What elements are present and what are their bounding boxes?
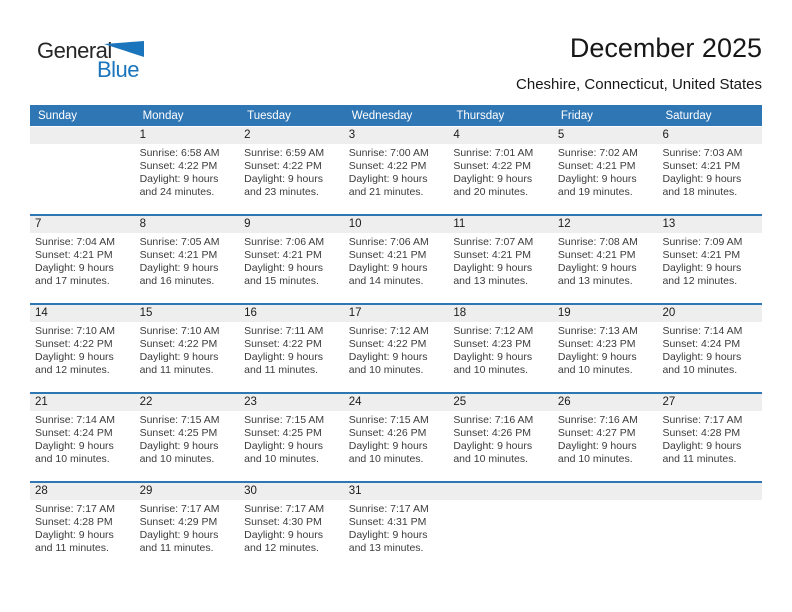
day-cell <box>344 500 449 570</box>
day-cell <box>448 500 553 570</box>
day-number: 27 <box>662 396 676 408</box>
day-cell <box>239 322 344 392</box>
weekday-header-cell: Saturday <box>665 109 712 122</box>
day-info-line: Sunset: 4:22 PM <box>348 338 427 351</box>
day-info-line: Sunrise: 7:15 AM <box>139 414 220 426</box>
day-info-line: Sunrise: 7:13 AM <box>557 325 638 337</box>
day-info-line: Daylight: 9 hours <box>662 262 742 275</box>
day-info-line: Sunset: 4:21 PM <box>244 249 322 262</box>
day-info-line: and 11 minutes. <box>244 364 319 377</box>
day-info-line: Daylight: 9 hours <box>35 440 114 453</box>
day-info-line: Sunrise: 7:05 AM <box>139 236 220 248</box>
day-info-line: Sunrise: 7:01 AM <box>453 147 534 159</box>
day-info-line: and 13 minutes. <box>557 275 633 288</box>
day-info-line: Daylight: 9 hours <box>453 440 533 453</box>
day-number: 29 <box>139 485 153 497</box>
day-info-line: Daylight: 9 hours <box>244 440 323 453</box>
day-content-row <box>30 500 762 570</box>
day-info-line: Sunset: 4:22 PM <box>139 160 218 173</box>
day-info-line: Daylight: 9 hours <box>244 529 323 542</box>
day-number: 22 <box>139 396 153 408</box>
weekday-header-cell: Monday <box>142 109 184 122</box>
day-info-line: Sunrise: 7:14 AM <box>35 414 115 426</box>
day-info-line: and 10 minutes. <box>348 364 424 377</box>
day-info-line: Sunrise: 6:59 AM <box>244 147 325 159</box>
day-number: 8 <box>139 218 146 230</box>
day-info-line: Daylight: 9 hours <box>35 262 114 275</box>
day-info-line: Sunset: 4:21 PM <box>35 249 113 262</box>
day-cell <box>239 144 344 214</box>
day-info-line: Sunset: 4:21 PM <box>139 249 218 262</box>
day-info-line: Sunset: 4:26 PM <box>453 427 531 440</box>
day-info-line: Sunset: 4:28 PM <box>662 427 741 440</box>
day-info-line: Daylight: 9 hours <box>139 351 219 364</box>
day-info-line: and 24 minutes. <box>139 186 215 199</box>
logo-blue-text: Blue <box>97 57 140 82</box>
day-info-line: Sunset: 4:25 PM <box>139 427 218 440</box>
day-cell <box>30 500 135 570</box>
day-cell <box>344 322 449 392</box>
day-cell <box>344 411 449 481</box>
day-cell <box>30 411 135 481</box>
day-info-line: and 18 minutes. <box>662 186 738 199</box>
day-number: 11 <box>453 218 466 230</box>
day-info-line: Sunset: 4:28 PM <box>35 516 113 529</box>
day-info-line: Sunrise: 7:03 AM <box>662 147 743 159</box>
day-info-line: Sunset: 4:31 PM <box>348 516 427 529</box>
day-info-line: Daylight: 9 hours <box>139 440 219 453</box>
day-info-line: Sunrise: 7:17 AM <box>35 503 115 515</box>
day-info-line: Daylight: 9 hours <box>662 351 742 364</box>
day-number: 1 <box>139 129 146 141</box>
week-row <box>30 127 762 214</box>
day-number: 23 <box>244 396 257 408</box>
day-info-line: Sunset: 4:23 PM <box>453 338 531 351</box>
day-info-line: Daylight: 9 hours <box>348 440 428 453</box>
day-number: 18 <box>453 307 467 319</box>
day-info-line: Sunrise: 7:17 AM <box>662 414 743 426</box>
day-info-line: Daylight: 9 hours <box>35 529 114 542</box>
day-cell <box>657 144 762 214</box>
day-info-line: and 10 minutes. <box>139 453 215 466</box>
day-info-line: Daylight: 9 hours <box>348 529 428 542</box>
day-number: 21 <box>35 396 48 408</box>
day-info-line: and 13 minutes. <box>348 542 424 555</box>
day-cell <box>448 411 553 481</box>
day-cell <box>553 322 658 392</box>
day-info-line: Sunrise: 7:10 AM <box>139 325 220 337</box>
weekday-header-cell: Friday <box>560 109 593 122</box>
day-info-line: Sunset: 4:22 PM <box>139 338 218 351</box>
day-info-line: Sunrise: 6:58 AM <box>139 147 220 159</box>
day-info-line: Daylight: 9 hours <box>139 173 219 186</box>
day-cell <box>344 144 449 214</box>
day-cell <box>30 144 135 214</box>
day-number: 19 <box>557 307 571 319</box>
day-info-line: and 10 minutes. <box>662 364 738 377</box>
day-number: 24 <box>348 396 362 408</box>
day-info-line: Sunrise: 7:10 AM <box>35 325 115 337</box>
day-content-row <box>30 411 762 481</box>
day-info-line: Daylight: 9 hours <box>139 262 219 275</box>
day-info-line: Daylight: 9 hours <box>244 262 323 275</box>
day-info-line: Sunset: 4:21 PM <box>557 249 636 262</box>
day-info-line: Sunset: 4:22 PM <box>244 160 322 173</box>
day-number: 14 <box>35 307 48 319</box>
week-row <box>30 392 762 481</box>
day-info-line: Sunrise: 7:00 AM <box>348 147 429 159</box>
day-info-line: and 10 minutes. <box>348 453 424 466</box>
day-info-line: and 10 minutes. <box>35 453 110 466</box>
day-cell <box>135 411 240 481</box>
day-info-line: Sunrise: 7:16 AM <box>557 414 638 426</box>
day-info-line: Sunset: 4:21 PM <box>662 160 741 173</box>
day-info-line: and 23 minutes. <box>244 186 319 199</box>
day-info-line: and 12 minutes. <box>244 542 319 555</box>
day-number: 5 <box>557 129 565 141</box>
day-info-line: and 12 minutes. <box>35 364 110 377</box>
day-cell <box>553 411 658 481</box>
day-info-line: Sunset: 4:24 PM <box>35 427 113 440</box>
day-info-line: Daylight: 9 hours <box>348 262 428 275</box>
day-cell <box>657 322 762 392</box>
day-cell <box>657 233 762 303</box>
day-info-line: Sunrise: 7:09 AM <box>662 236 743 248</box>
day-cell <box>448 233 553 303</box>
day-cell <box>30 233 135 303</box>
day-info-line: and 13 minutes. <box>453 275 529 288</box>
day-cell <box>30 322 135 392</box>
day-number: 15 <box>139 307 153 319</box>
day-number: 12 <box>557 218 571 230</box>
day-number: 20 <box>662 307 676 319</box>
day-info-line: Sunset: 4:21 PM <box>453 249 531 262</box>
day-info-line: Daylight: 9 hours <box>557 173 637 186</box>
day-cell <box>553 233 658 303</box>
day-info-line: and 16 minutes. <box>139 275 215 288</box>
day-cell <box>344 233 449 303</box>
weekday-header-cell: Tuesday <box>247 109 291 122</box>
day-info-line: and 10 minutes. <box>453 453 529 466</box>
day-info-line: Sunset: 4:29 PM <box>139 516 218 529</box>
day-info-line: Sunset: 4:21 PM <box>348 249 427 262</box>
day-info-line: and 11 minutes. <box>35 542 109 555</box>
day-number <box>448 483 553 500</box>
day-cell <box>657 411 762 481</box>
day-number <box>657 483 762 500</box>
day-info-line: Daylight: 9 hours <box>662 173 742 186</box>
day-info-line: Daylight: 9 hours <box>348 351 428 364</box>
day-info-line: Daylight: 9 hours <box>453 262 533 275</box>
calendar-weeks <box>30 127 762 570</box>
day-info-line: and 20 minutes. <box>453 186 529 199</box>
day-number: 28 <box>35 485 48 497</box>
day-info-line: Sunset: 4:30 PM <box>244 516 322 529</box>
day-info-line: Daylight: 9 hours <box>453 351 533 364</box>
day-number: 31 <box>348 485 362 497</box>
day-number: 2 <box>244 129 251 141</box>
day-info-line: Sunrise: 7:17 AM <box>244 503 325 515</box>
day-info-line: Sunset: 4:22 PM <box>348 160 427 173</box>
day-content-row <box>30 233 762 303</box>
day-info-line: Sunset: 4:24 PM <box>662 338 741 351</box>
day-info-line: Sunset: 4:27 PM <box>557 427 636 440</box>
day-number: 7 <box>35 218 42 230</box>
day-info-line: Sunset: 4:21 PM <box>662 249 741 262</box>
weekday-header-cell: Thursday <box>456 109 505 122</box>
day-content-row <box>30 144 762 214</box>
day-cell <box>553 144 658 214</box>
month-title: December 2025 <box>569 33 762 63</box>
brand-logo <box>37 38 157 84</box>
day-info-line: and 10 minutes. <box>453 364 529 377</box>
day-info-line: Daylight: 9 hours <box>244 173 323 186</box>
day-info-line: and 10 minutes. <box>244 453 319 466</box>
day-info-line: Sunrise: 7:17 AM <box>348 503 429 515</box>
day-info-line: Sunset: 4:22 PM <box>453 160 531 173</box>
week-row <box>30 481 762 570</box>
day-info-line: Sunset: 4:22 PM <box>244 338 322 351</box>
day-info-line: Sunset: 4:26 PM <box>348 427 427 440</box>
day-info-line: Daylight: 9 hours <box>453 173 533 186</box>
week-row <box>30 214 762 303</box>
day-info-line: and 10 minutes. <box>557 453 633 466</box>
day-number <box>30 127 135 144</box>
day-cell <box>239 233 344 303</box>
day-info-line: Sunset: 4:22 PM <box>35 338 113 351</box>
day-number-band <box>30 394 762 411</box>
day-info-line: Sunrise: 7:12 AM <box>348 325 429 337</box>
day-number-band <box>30 483 762 500</box>
day-number-band <box>30 127 762 144</box>
day-info-line: Sunrise: 7:07 AM <box>453 236 534 248</box>
day-info-line: Daylight: 9 hours <box>348 173 428 186</box>
day-info-line: and 17 minutes. <box>35 275 110 288</box>
day-cell <box>239 411 344 481</box>
weekday-header-cell: Sunday <box>38 109 78 122</box>
day-info-line: and 19 minutes. <box>557 186 633 199</box>
day-info-line: and 10 minutes. <box>557 364 633 377</box>
day-info-line: Daylight: 9 hours <box>244 351 323 364</box>
day-number: 30 <box>244 485 257 497</box>
day-info-line: Daylight: 9 hours <box>557 351 637 364</box>
day-info-line: Sunrise: 7:14 AM <box>662 325 743 337</box>
day-cell <box>239 500 344 570</box>
day-info-line: Sunrise: 7:08 AM <box>557 236 638 248</box>
day-cell <box>448 322 553 392</box>
day-cell <box>135 500 240 570</box>
day-info-line: Sunset: 4:23 PM <box>557 338 636 351</box>
day-info-line: Sunrise: 7:15 AM <box>348 414 429 426</box>
day-info-line: and 11 minutes. <box>139 542 214 555</box>
day-number-band <box>30 216 762 233</box>
day-number-band <box>30 305 762 322</box>
day-info-line: and 12 minutes. <box>662 275 738 288</box>
day-info-line: and 15 minutes. <box>244 275 319 288</box>
day-number <box>553 483 658 500</box>
day-info-line: and 11 minutes. <box>139 364 214 377</box>
day-number: 17 <box>348 307 362 319</box>
weekday-header-cell: Wednesday <box>351 109 413 122</box>
day-number: 6 <box>662 129 669 141</box>
day-number: 9 <box>244 218 251 230</box>
day-info-line: Sunrise: 7:06 AM <box>244 236 325 248</box>
day-cell <box>135 144 240 214</box>
day-number: 25 <box>453 396 467 408</box>
day-number: 3 <box>348 129 356 141</box>
day-cell <box>135 233 240 303</box>
day-cell <box>553 500 658 570</box>
day-info-line: Sunset: 4:25 PM <box>244 427 322 440</box>
day-info-line: Sunrise: 7:02 AM <box>557 147 638 159</box>
day-info-line: Daylight: 9 hours <box>557 440 637 453</box>
day-info-line: Sunrise: 7:16 AM <box>453 414 534 426</box>
weekday-header-row <box>30 105 762 126</box>
day-cell <box>448 144 553 214</box>
location-subtitle: Cheshire, Connecticut, United States <box>516 76 762 93</box>
day-number: 13 <box>662 218 676 230</box>
day-info-line: Daylight: 9 hours <box>35 351 114 364</box>
day-info-line: Sunset: 4:21 PM <box>557 160 636 173</box>
day-info-line: and 21 minutes. <box>348 186 424 199</box>
day-number: 4 <box>453 129 460 141</box>
day-info-line: Sunrise: 7:12 AM <box>453 325 534 337</box>
calendar-table <box>30 105 762 570</box>
day-info-line: and 11 minutes. <box>662 453 737 466</box>
week-row <box>30 303 762 392</box>
day-info-line: Sunrise: 7:11 AM <box>244 325 324 337</box>
day-info-line: Daylight: 9 hours <box>139 529 219 542</box>
day-number: 26 <box>557 396 571 408</box>
day-number: 10 <box>348 218 362 230</box>
day-info-line: Sunrise: 7:17 AM <box>139 503 220 515</box>
day-info-line: and 14 minutes. <box>348 275 424 288</box>
day-info-line: Sunrise: 7:06 AM <box>348 236 429 248</box>
day-cell <box>657 500 762 570</box>
day-number: 16 <box>244 307 257 319</box>
day-info-line: Sunrise: 7:04 AM <box>35 236 115 248</box>
day-info-line: Daylight: 9 hours <box>557 262 637 275</box>
day-content-row <box>30 322 762 392</box>
day-info-line: Sunrise: 7:15 AM <box>244 414 325 426</box>
day-info-line: Daylight: 9 hours <box>662 440 742 453</box>
logo-general-text: General <box>37 38 112 63</box>
day-cell <box>135 322 240 392</box>
